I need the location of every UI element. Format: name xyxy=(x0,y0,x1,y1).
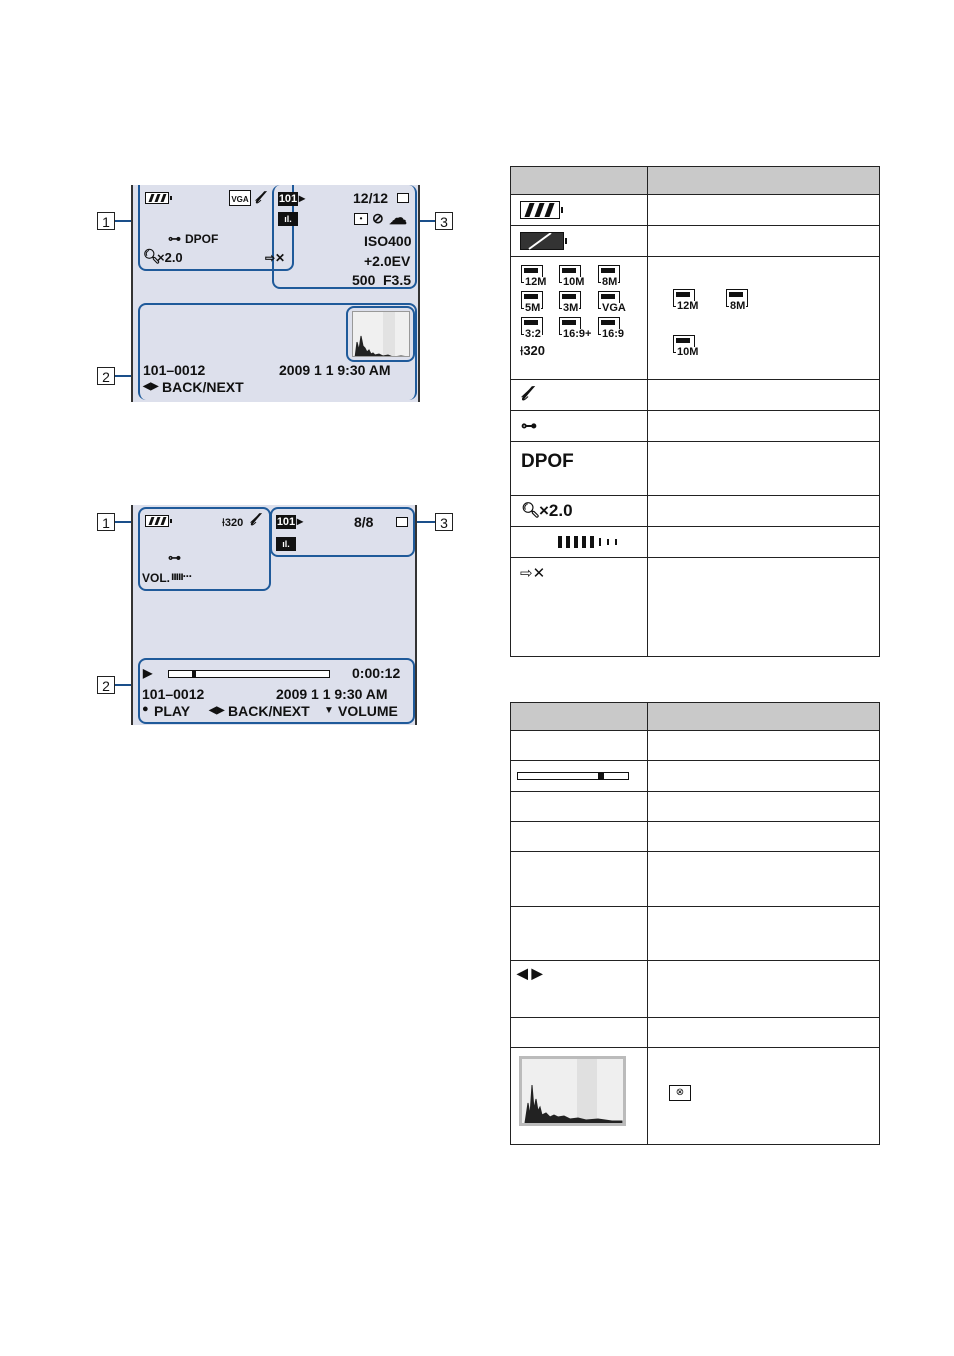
date-time: 2009 1 1 9:30 AM xyxy=(279,362,391,378)
image-size-8m-icon: 8M xyxy=(726,289,748,307)
folder-icon: 101 xyxy=(276,516,296,528)
table-row xyxy=(511,195,880,226)
indicator-table-2 xyxy=(510,702,880,1145)
image-size-3-2-icon: 3:2 xyxy=(521,317,543,335)
record-dot-icon: ● xyxy=(142,703,149,715)
memory-icon xyxy=(397,193,409,203)
callout-line xyxy=(414,521,435,523)
file-number: 101–0012 xyxy=(142,686,205,702)
protect-icon: 𝓁 xyxy=(521,383,528,405)
table-row xyxy=(511,961,880,1018)
table-row xyxy=(511,442,880,496)
callout-number: 2 xyxy=(97,676,115,694)
table-header-row xyxy=(511,703,880,731)
image-size-vga-icon: VGA xyxy=(598,291,620,309)
table-row xyxy=(511,380,880,411)
down-arrow-icon: ▼ xyxy=(324,705,334,716)
callout-number: 3 xyxy=(435,212,453,230)
movie-counter: 8/8 xyxy=(354,514,374,530)
dpof-icon: DPOF xyxy=(521,451,574,472)
iso-value: ISO400 xyxy=(364,233,412,249)
folder-arrow-icon: ▸ xyxy=(299,191,306,205)
date-time: 2009 1 1 9:30 AM xyxy=(276,686,388,702)
pictbridge-icon: ⇨✕ xyxy=(265,251,286,265)
playback-screen-still xyxy=(131,185,420,402)
image-size-10m-icon: 10M xyxy=(673,335,695,353)
image-size-8m-icon: 8M xyxy=(598,265,620,283)
table-row xyxy=(511,822,880,852)
table-row xyxy=(511,558,880,657)
play-label: PLAY xyxy=(154,703,191,719)
volume-label: VOL. xyxy=(142,571,171,585)
pictbridge-icon: ⇨✕ xyxy=(520,565,546,582)
callout-number: 3 xyxy=(435,513,453,531)
image-size-10m-icon: 10M xyxy=(559,265,581,283)
metering-icon: • xyxy=(354,213,368,225)
table-row xyxy=(511,496,880,527)
histogram-graph xyxy=(353,312,410,357)
table-row xyxy=(511,1018,880,1048)
playback-mode-icon: ıl. xyxy=(278,212,298,226)
volume-label: VOLUME xyxy=(338,703,398,719)
left-right-arrow-icon: ◀▶ xyxy=(209,705,225,716)
battery-full-icon xyxy=(520,201,560,219)
histogram-graph xyxy=(522,1059,623,1123)
progress-bar-icon xyxy=(517,772,629,780)
left-right-arrow-icon: ◀▶ xyxy=(143,381,159,392)
protect-icon: 𝓁 xyxy=(250,510,256,529)
table-row xyxy=(511,731,880,761)
table-header-row xyxy=(511,167,880,195)
play-icon[interactable]: ▶ xyxy=(143,666,153,680)
shutter-speed: 500 xyxy=(352,272,376,288)
zoom-value: ×2.0 xyxy=(157,250,183,265)
playback-mode-icon: ıl. xyxy=(276,537,296,551)
image-size-16-9-plus-icon: 16:9+ xyxy=(559,317,581,335)
volume-bar-icon: ııııı··· xyxy=(171,569,192,583)
table-row xyxy=(511,411,880,442)
playback-progress-marker xyxy=(192,671,196,677)
key-icon: ⊶ xyxy=(168,550,181,565)
progress-marker xyxy=(598,773,604,779)
movie-size-icon: ⟊320 xyxy=(222,517,244,529)
header-cell xyxy=(511,167,648,195)
image-size-12m-icon: 12M xyxy=(521,265,543,283)
callout-number: 1 xyxy=(97,513,115,531)
memory-icon xyxy=(396,517,408,527)
histogram-icon xyxy=(519,1056,626,1126)
battery-icon xyxy=(145,192,169,204)
zoom-icon: 🔍︎ xyxy=(143,248,161,264)
key-icon: ⊶ xyxy=(521,418,537,435)
histogram xyxy=(352,311,410,357)
table-row xyxy=(511,1048,880,1145)
table-row xyxy=(511,852,880,907)
key-icon: ⊶ xyxy=(168,231,181,246)
table-row xyxy=(511,527,880,558)
image-size-12m-icon: 12M xyxy=(673,289,695,307)
indicator-table-1 xyxy=(510,166,880,657)
file-number: 101–0012 xyxy=(143,362,206,378)
callout-number: 2 xyxy=(97,367,115,385)
image-counter: 12/12 xyxy=(353,190,389,206)
playback-screen-movie xyxy=(131,505,417,725)
callout-number: 1 xyxy=(97,212,115,230)
flash-off-icon: ⊘ xyxy=(372,210,384,226)
playback-progress-bar[interactable] xyxy=(168,670,330,678)
back-next-label: BACK/NEXT xyxy=(228,703,310,719)
header-cell xyxy=(648,167,880,195)
ev-value: +2.0EV xyxy=(364,253,411,269)
volume-bar-icon xyxy=(558,534,628,550)
left-right-arrow-icon: ◀ ▶ xyxy=(517,965,543,981)
metering-spot-icon: ⊗ xyxy=(669,1085,691,1101)
protect-icon: 𝓁 xyxy=(255,188,261,207)
folder-arrow-icon: ▸ xyxy=(297,514,304,528)
image-size-3m-icon: 3M xyxy=(559,291,581,309)
white-balance-cloudy-icon: ☁ xyxy=(389,208,407,228)
image-size-icons xyxy=(511,257,647,379)
movie-time: 0:00:12 xyxy=(352,665,401,681)
zoom-value: ×2.0 xyxy=(539,501,573,520)
back-next-label: BACK/NEXT xyxy=(162,379,244,395)
table-row xyxy=(511,761,880,792)
zoom-icon: 🔍︎ xyxy=(521,502,541,519)
dpof-label: DPOF xyxy=(185,232,219,246)
battery-icon xyxy=(145,515,169,527)
image-size-vga-icon: VGA xyxy=(229,190,251,206)
battery-empty-icon xyxy=(520,232,564,250)
aperture: F3.5 xyxy=(383,272,412,288)
table-row xyxy=(511,257,880,380)
movie-size-320-icon: ⟊320 xyxy=(520,343,546,358)
header-cell xyxy=(648,703,880,731)
header-cell xyxy=(511,703,648,731)
image-size-16-9-icon: 16:9 xyxy=(598,317,620,335)
table-row xyxy=(511,792,880,822)
table-row xyxy=(511,907,880,961)
image-size-5m-icon: 5M xyxy=(521,291,543,309)
folder-icon: 101 xyxy=(278,193,298,205)
movie-size-label: 320 xyxy=(224,517,244,529)
table-row xyxy=(511,226,880,257)
